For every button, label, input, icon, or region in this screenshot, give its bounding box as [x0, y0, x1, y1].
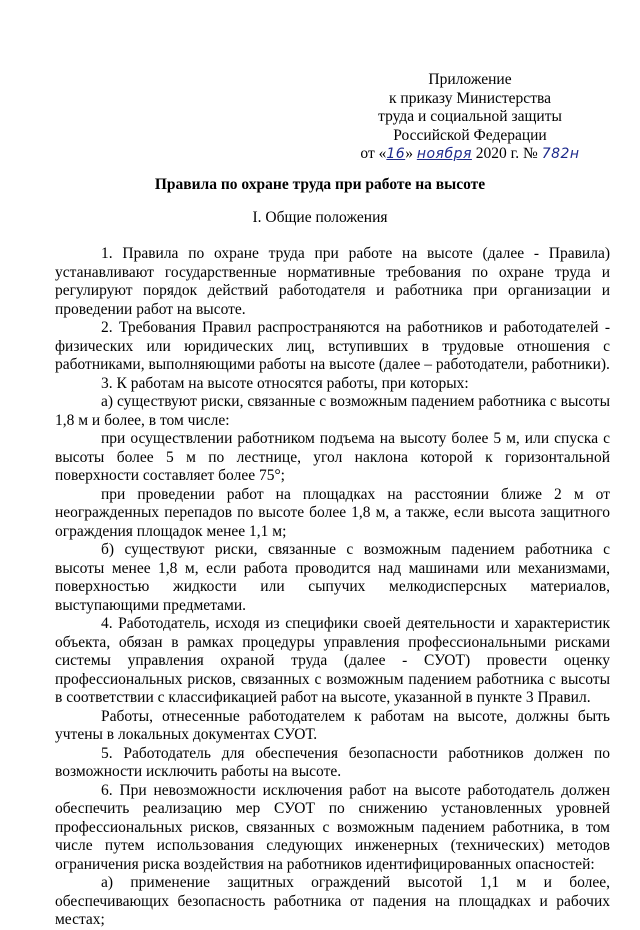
order-date-line [340, 145, 600, 164]
paragraph: 2. Требования Правил распространяются на работников и работодателей - физических или юридических лиц, вступивших в трудовые отношения с работниками, выполняющими работы на высоте (далее – работодатели, работники). [55, 319, 610, 373]
paragraph: 4. Работодатель, исходя из специфики своей деятельности и характеристик объекта, обязан в рамках процедуры управления профессиональными рисками системы управления охраной труда (далее - СУОТ) провести оценку профессиональных рисков, связанных с возможным падением работника с высоты в соответствии с классификацией работ на высоте, указанной в пункте 3 Правил. [55, 615, 610, 706]
appendix-line: Приложение [428, 71, 512, 88]
paragraph: б) существуют риски, связанные с возможным падением работника с высоты менее 1,8 м, если работа проводится над машинами или механизмами, поверхностью жидкости или сыпучих мелкодисперсных материалов, выступающими предметами. [55, 541, 610, 614]
document-body [55, 245, 610, 930]
document-title: Правила по охране труда при работе на высоте [154, 176, 486, 193]
handwritten-order-number: 782н [541, 146, 580, 162]
paragraph: 3. К работам на высоте относятся работы, при которых: [101, 374, 469, 392]
paragraph: а) применение защитных ограждений высотой 1,1 м и более, обеспечивающих безопасность работника от падения на площадках и рабочих местах; [55, 874, 610, 928]
paragraph: Работы, отнесенные работодателем к работам на высоте, должны быть учтены в локальных документах СУОТ. [55, 707, 610, 743]
date-year: 2020 г. № [471, 145, 542, 162]
section-heading: I. Общие положения [252, 209, 388, 226]
handwritten-month: ноября [416, 146, 472, 162]
paragraph: 5. Работодатель для обеспечения безопасности работников должен по возможности исключить работы на высоте. [55, 744, 610, 780]
date-prefix: от « [360, 145, 387, 162]
date-mid: » [405, 145, 417, 162]
paragraph: а) существуют риски, связанные с возможным падением работника с высоты 1,8 м и более, в том числе: [55, 393, 610, 429]
appendix-line: к приказу Министерства [389, 89, 551, 107]
paragraph: 6. При невозможности исключения работ на высоте работодатель должен обеспечить реализацию мер СУОТ по снижению установленных уровней профессиональных рисков, связанных с возможным падением работника, в том числе путем использования следующих инженерных (технических) методов ограничения риска воздействия на работников идентифицированных опасностей: [55, 781, 610, 873]
paragraph: при проведении работ на площадках на расстоянии ближе 2 м от неогражденных перепадов по высоте более 1,8 м, а также, если высота защитного ограждения площадок менее 1,1 м; [55, 485, 610, 540]
handwritten-day: 16 [386, 146, 406, 162]
paragraph: при осуществлении работником подъема на высоту более 5 м, или спуска с высоты более 5 м по лестнице, угол наклона которой к горизонтальной поверхности составляет более 75°; [55, 430, 610, 484]
appendix-line: Российской Федерации [393, 126, 547, 144]
appendix-line: труда и социальной защиты [378, 108, 562, 125]
appendix-block [340, 71, 600, 164]
paragraph: 1. Правила по охране труда при работе на высоте (далее - Правила) устанавливают государственные нормативные требования по охране труда и регулируют порядок действий работодателя и работника при организации и проведении работ на высоте. [55, 245, 610, 318]
